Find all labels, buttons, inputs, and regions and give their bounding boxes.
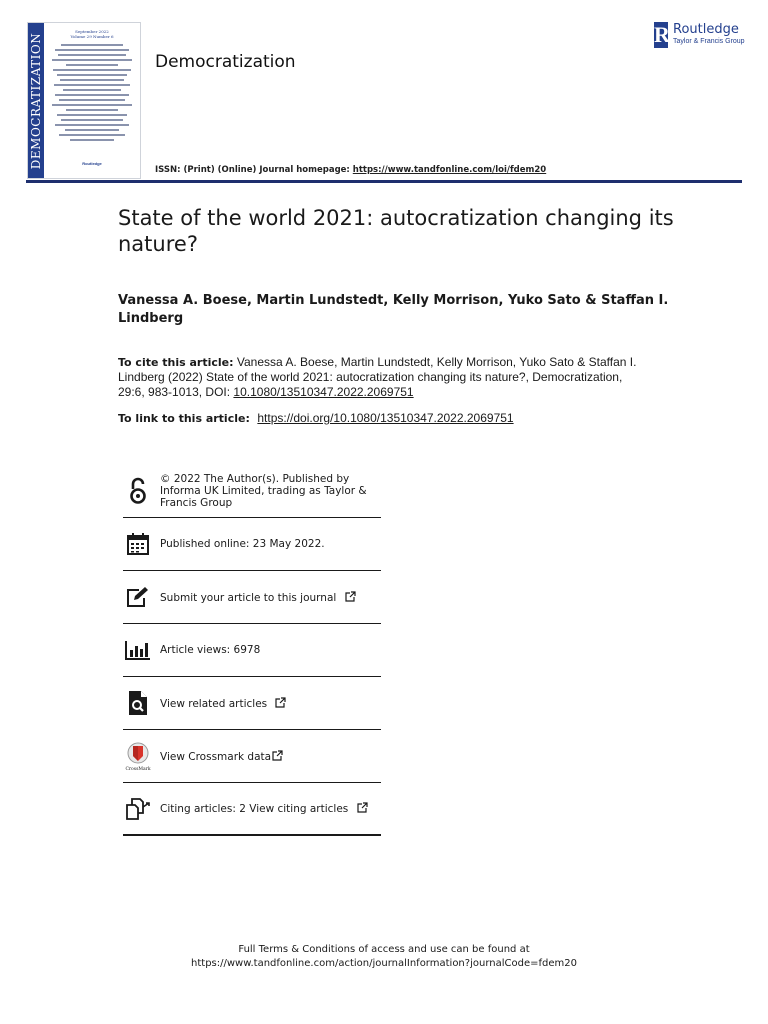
cover-issue: September 2022 <box>75 29 109 34</box>
footer-line-1: Full Terms & Conditions of access and use can be found at <box>238 944 530 955</box>
cover-spine-title: DEMOCRATIZATION <box>29 32 43 169</box>
crossmark-row[interactable] <box>123 730 381 783</box>
article-authors: Vanessa A. Boese, Martin Lundstedt, Kelly Morrison, Yuko Sato & Staffan I. Lindberg <box>118 293 669 326</box>
terms-footer <box>0 943 768 971</box>
citing-articles-row[interactable] <box>123 783 381 836</box>
citing-articles-link[interactable] <box>160 802 368 815</box>
open-access-text: © 2022 The Author(s). Published by Informa UK Limited, trading as Taylor & Francis Group <box>160 473 367 509</box>
cover-publisher: Routledge <box>82 161 102 166</box>
edit-icon <box>123 582 153 612</box>
doi-link[interactable]: 10.1080/13510347.2022.2069751 <box>233 385 414 399</box>
related-articles-link[interactable] <box>160 697 286 710</box>
article-views-text: Article views: 6978 <box>160 644 261 656</box>
submit-article-label: Submit your article to this journal <box>160 591 337 604</box>
link-label: To link to this article: <box>118 412 250 425</box>
cite-label: To cite this article: <box>118 356 234 369</box>
header-divider <box>26 180 742 183</box>
crossmark-link[interactable] <box>160 750 283 763</box>
cover-spine <box>28 23 44 178</box>
citing-articles-icon <box>123 794 153 824</box>
submit-article-link[interactable] <box>160 591 356 604</box>
brand-name: Routledge <box>673 22 739 37</box>
article-doi-url-link[interactable]: https://doi.org/10.1080/13510347.2022.2069751 <box>257 411 514 425</box>
cover-volume: Volume 29 Number 6 <box>70 34 114 39</box>
open-access-row <box>123 465 381 518</box>
crossmark-label: View Crossmark data <box>160 750 272 763</box>
issn-text: ISSN: (Print) (Online) Journal homepage: <box>155 165 350 175</box>
article-info-list <box>123 465 381 836</box>
submit-article-row[interactable] <box>123 571 381 624</box>
publisher-brand <box>654 22 745 48</box>
cover-body <box>48 29 136 174</box>
issn-line <box>155 165 546 175</box>
crossmark-icon <box>123 741 153 771</box>
published-date-text: Published online: 23 May 2022. <box>160 538 325 550</box>
article-title: State of the world 2021: autocratization changing its nature? <box>118 206 674 256</box>
citing-articles-label: Citing articles: 2 View citing articles <box>160 803 349 815</box>
footer-terms-url[interactable]: https://www.tandfonline.com/action/journalInformation?journalCode=fdem20 <box>191 958 577 969</box>
published-row <box>123 518 381 571</box>
article-link-line <box>118 411 514 425</box>
crossmark-logo-label: CrossMark <box>125 767 151 771</box>
open-access-icon <box>123 476 153 506</box>
journal-name: Democratization <box>155 52 296 72</box>
routledge-logo-icon: R <box>654 22 670 47</box>
bar-chart-icon <box>123 635 153 665</box>
cover-contents-lines <box>48 44 136 141</box>
document-search-icon <box>123 688 153 718</box>
cite-text: Vanessa A. Boese, Martin Lundstedt, Kelly Morrison, Yuko Sato & Staffan I. Lindberg (2022) State of the world 2021: autocratization changing its nature?, Democratization, 29:6, 983-1013, DOI: <box>118 355 637 399</box>
external-link-icon <box>275 697 286 708</box>
external-link-icon <box>357 802 368 813</box>
journal-homepage-link[interactable]: https://www.tandfonline.com/loi/fdem20 <box>352 165 547 175</box>
citation-block <box>118 355 648 400</box>
calendar-icon <box>123 529 153 559</box>
brand-subtitle: Taylor & Francis Group <box>673 38 745 45</box>
journal-cover-thumbnail <box>27 22 141 179</box>
external-link-icon <box>272 750 283 761</box>
article-views-row <box>123 624 381 677</box>
related-articles-label: View related articles <box>160 697 268 710</box>
external-link-icon <box>345 591 356 602</box>
related-articles-row[interactable] <box>123 677 381 730</box>
